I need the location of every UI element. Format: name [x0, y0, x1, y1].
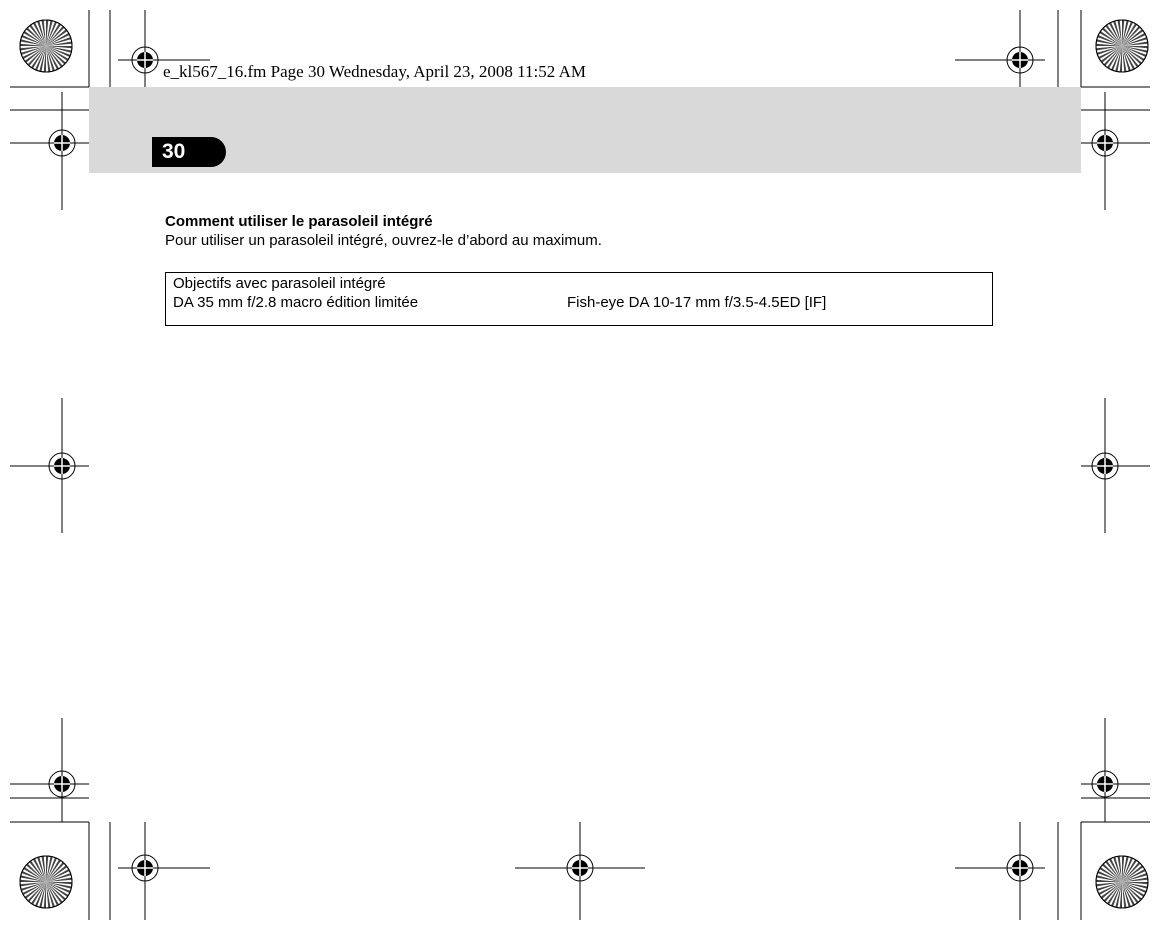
- registration-starburst: [1096, 20, 1148, 72]
- registration-starburst: [20, 856, 72, 908]
- section-heading: Comment utiliser le parasoleil intégré: [165, 213, 433, 230]
- registration-starburst: [20, 20, 72, 72]
- page-number-tab: [152, 137, 226, 167]
- registration-target: [118, 822, 210, 920]
- registration-target: [10, 398, 89, 533]
- registration-target: [1081, 398, 1150, 533]
- lens-table: [165, 272, 993, 326]
- section-intro: Pour utiliser un parasoleil intégré, ouvrez-le d’abord au maximum.: [165, 232, 602, 249]
- header-band: [89, 87, 1081, 173]
- lens-table-title: Objectifs avec parasoleil intégré: [173, 275, 386, 292]
- registration-target: [515, 822, 645, 920]
- lens-item: Fish-eye DA 10-17 mm f/3.5-4.5ED [IF]: [567, 294, 827, 311]
- registration-target: [1081, 718, 1150, 822]
- registration-starburst: [1096, 856, 1148, 908]
- lens-item: DA 35 mm f/2.8 macro édition limitée: [173, 294, 419, 311]
- page-number: 30: [162, 140, 186, 163]
- registration-target: [10, 718, 89, 822]
- print-slug: e_kl567_16.fm Page 30 Wednesday, April 23, 2008 11:52 AM: [163, 62, 586, 81]
- registration-target: [955, 822, 1045, 920]
